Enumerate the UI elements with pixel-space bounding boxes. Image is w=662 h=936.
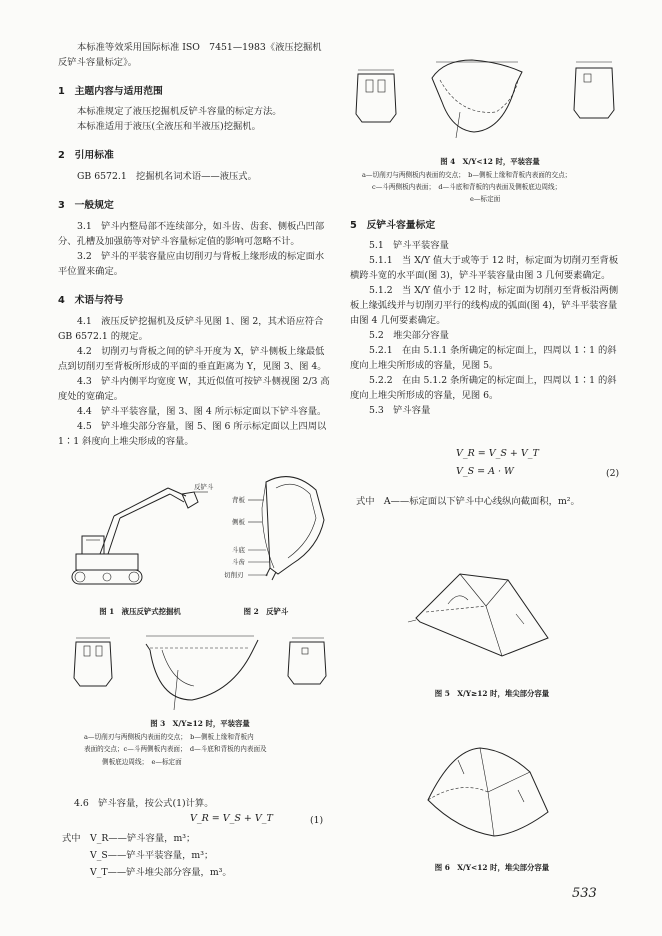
figure-2-label-cutting-edge: 切削刃 — [224, 571, 244, 579]
figure-6-caption: 图 6 X/Y<12 时，堆尖部分容量 — [434, 863, 550, 872]
clause-5-2: 5.2 堆尖部分容量 — [369, 330, 449, 341]
clause-3-2: 3.2 铲斗的平装容量应由切削刃与背板上缘形成的标定面水平位置来确定。 — [58, 251, 325, 277]
symbol-vr-definition: V_R——铲斗容量，m³； — [90, 833, 196, 844]
section-2-para-1: GB 6572.1 挖掘机名词术语——液压式。 — [77, 171, 257, 182]
clause-4-6: 4.6 铲斗容量，按公式(1)计算。 — [74, 798, 214, 809]
clause-4-1: 4.1 液压反铲挖掘机及反铲斗见图 1、图 2，其术语应符合 GB 6572.1 的规定。 — [58, 316, 324, 342]
equation-2b: V_S = A · W — [456, 466, 514, 477]
figure-3-legend-3: 侧板底边周线； e—标定面 — [102, 758, 182, 766]
figure-3-legend-1: a—切削刃与两侧板内表面的交点； b—侧板上缘和背板内 — [84, 733, 254, 741]
right-column-section-5 — [350, 218, 622, 418]
figure-1-bucket-label: 反铲斗 — [194, 483, 214, 491]
clause-5-1-1: 5.1.1 当 X/Y 值大于或等于 12 时，标定面为切削刃至背板横跨斗宽的水平面(图 3)，铲斗平装容量由图 3 几何要素确定。 — [350, 255, 619, 281]
section-1-heading: 1 主题内容与适用范围 — [58, 86, 163, 97]
figure-2-label-bottom: 斗底 — [232, 546, 245, 554]
equation-2-number: (2) — [606, 468, 620, 479]
figure-4-legend-3: e—标定面 — [470, 195, 501, 203]
symbol-vt-definition: V_T——铲斗堆尖部分容量，m³。 — [90, 867, 232, 878]
left-column-upper — [58, 40, 330, 449]
clause-4-3: 4.3 铲斗内侧平均宽度 W，其近似值可按铲斗侧视图 2/3 高度处的宽确定。 — [58, 376, 330, 402]
clause-5-1: 5.1 铲斗平装容量 — [369, 240, 449, 251]
figure-2-label-back-plate: 背板 — [232, 496, 245, 504]
clause-5-1-2: 5.1.2 当 X/Y 值小于 12 时，标定面为切削刃至背板沿两侧板上缘弧线并与切削刃平行的线构成的弧面(图 4)，铲斗平装容量由图 4 几何要素确定。 — [350, 285, 619, 326]
figure-4-drawing — [340, 40, 630, 144]
figure-3-caption: 图 3 X/Y≥12 时，平装容量 — [150, 719, 250, 728]
clause-5-3: 5.3 铲斗容量 — [369, 405, 431, 416]
figure-4-caption: 图 4 X/Y<12 时，平装容量 — [440, 157, 540, 166]
intro-paragraph: 本标准等效采用国际标准 ISO 7451—1983《液压挖掘机反铲斗容量标定》。 — [58, 42, 322, 68]
section-3-heading: 3 一般规定 — [58, 200, 114, 211]
figure-5-drawing — [396, 560, 566, 670]
clause-4-4: 4.4 铲斗平装容量，图 3、图 4 所示标定面以下铲斗容量。 — [77, 406, 327, 417]
figure-5-caption: 图 5 X/Y≥12 时，堆尖部分容量 — [434, 689, 550, 698]
figure-4-legend-2: c—斗两侧板内表面； d—斗底和背板的内表面及侧板底边周线； — [372, 183, 562, 191]
figure-3-drawing — [62, 630, 332, 712]
figure-2-bucket-drawing — [224, 468, 332, 598]
figure-1-excavator-drawing — [58, 472, 218, 597]
figure-6-drawing — [398, 740, 568, 850]
section-4-heading: 4 术语与符号 — [58, 295, 124, 306]
section-5-heading: 5 反铲斗容量标定 — [350, 220, 436, 231]
figure-4-legend-1: a—切削刃与两侧板内表面的交点； b—侧板上缘和背板内表面的交点； — [362, 171, 572, 179]
clause-4-5: 4.5 铲斗堆尖部分容量，图 5、图 6 所示标定面以上四周以 1∶1 斜度向上堆尖形成的容量。 — [58, 421, 327, 447]
section-2-heading: 2 引用标准 — [58, 150, 114, 161]
figure-2-label-side-plate: 侧板 — [232, 518, 245, 526]
where-label: 式中 — [62, 833, 81, 844]
page-number: 533 — [572, 886, 597, 901]
clause-3-1: 3.1 铲斗内整局部不连续部分，如斗齿、齿套、侧板凸凹部分、孔槽及加强筋等对铲斗容量标定值的影响可忽略不计。 — [58, 221, 325, 247]
clause-4-2: 4.2 切削刃与背板之间的铲斗开度为 X，铲斗侧板上缘最低点到切削刃至背板所形成的平面的垂直距离为 Y，见图 3、图 4。 — [58, 346, 327, 372]
figure-2-caption: 图 2 反铲斗 — [243, 607, 289, 616]
symbol-a-definition: 式中 A——标定面以下铲斗中心线纵向截面积，m²。 — [356, 496, 580, 507]
clause-5-2-1: 5.2.1 在由 5.1.1 条所确定的标定面上，四周以 1∶1 的斜度向上堆尖所形成的容量，见图 5。 — [350, 345, 617, 371]
figure-1-caption: 图 1 液压反铲式挖掘机 — [99, 607, 181, 616]
symbol-vs-definition: V_S——铲斗平装容量，m³； — [90, 850, 214, 861]
section-1-para-1: 本标准规定了液压挖掘机反铲斗容量的标定方法。 — [77, 106, 282, 117]
equation-1: V_R = V_S + V_T — [190, 813, 273, 824]
section-1-para-2: 本标准适用于液压(全液压和半液压)挖掘机。 — [77, 121, 261, 132]
figure-3-legend-2: 表面的交点；c—斗两侧板内表面； d—斗底和背板的内表面及 — [84, 745, 267, 753]
clause-5-2-2: 5.2.2 在由 5.1.2 条所确定的标定面上，四周以 1∶1 的斜度向上堆尖所形成的容量，见图 6。 — [350, 375, 617, 401]
equation-1-number: (1) — [310, 815, 324, 826]
equation-2a: V_R = V_S + V_T — [456, 448, 539, 459]
figure-2-label-teeth: 斗齿 — [232, 558, 245, 566]
